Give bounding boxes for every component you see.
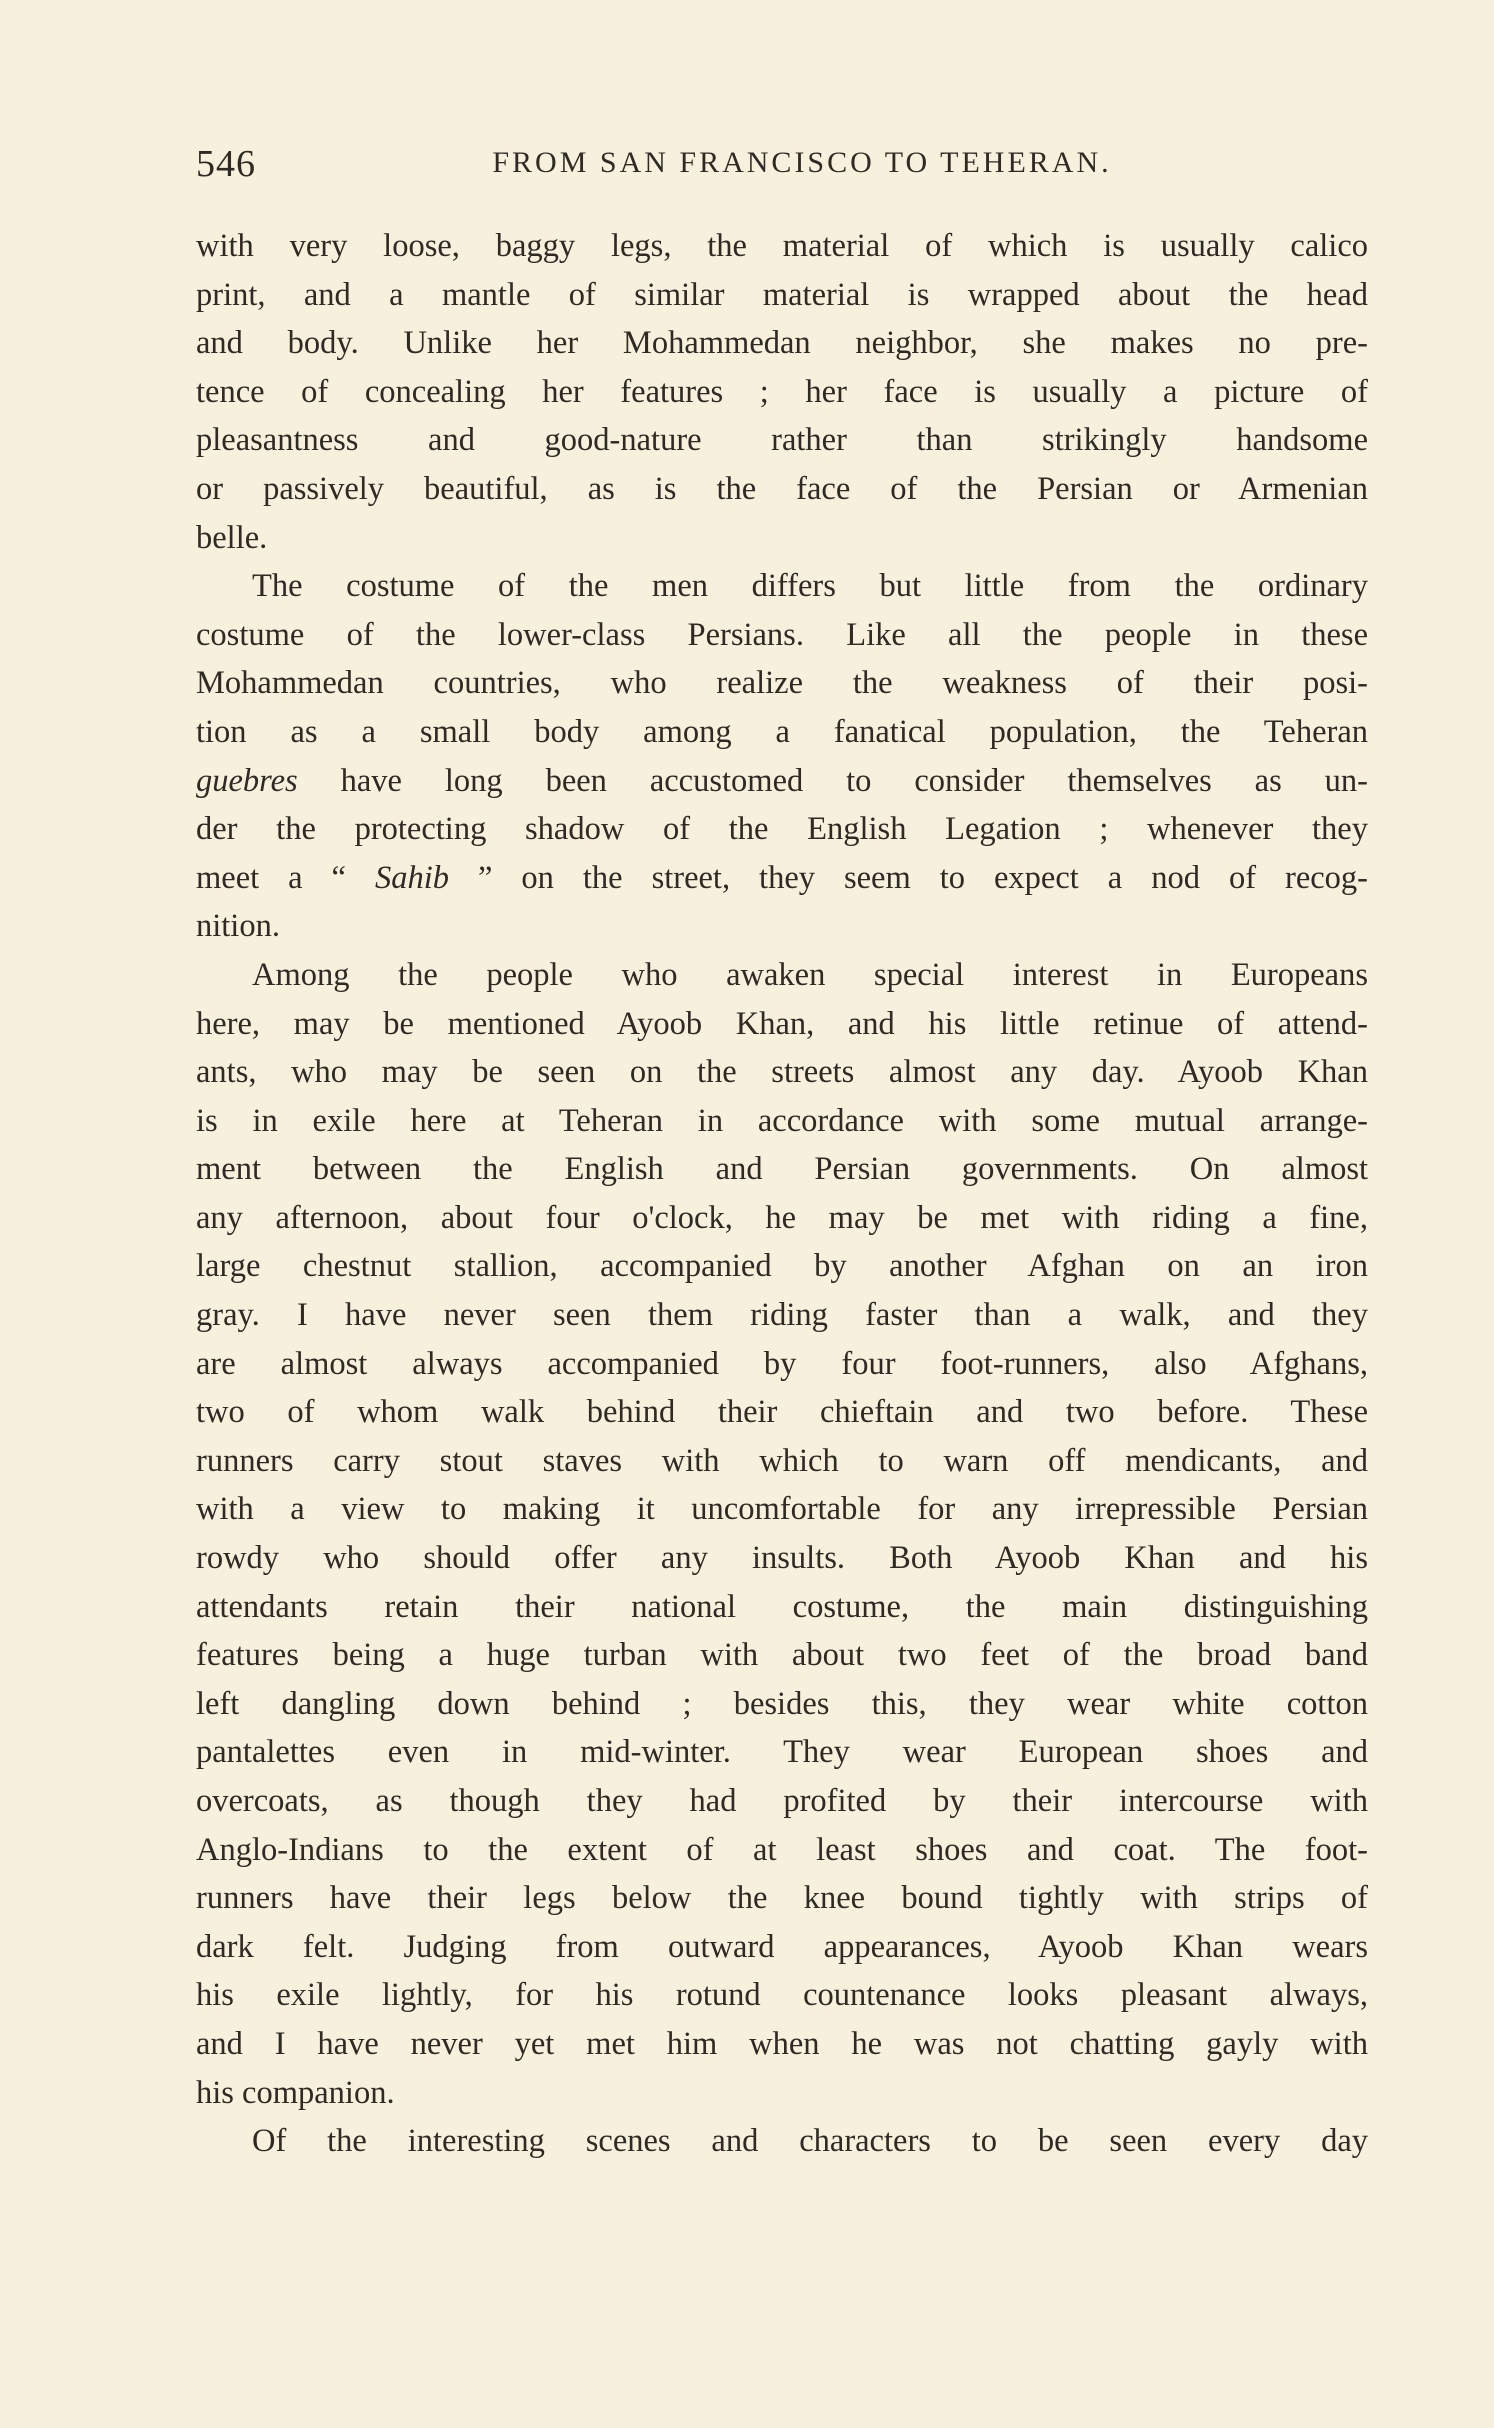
text-line: print, and a mantle of similar material is wrapped about the head: [196, 276, 1368, 313]
text-line: der the protecting shadow of the English Legation ; whenever they: [196, 811, 1368, 848]
line-remainder: ” on the street, they seem to expect a nod of recog-: [449, 859, 1368, 896]
text-line: tion as a small body among a fanatical population, the Teheran: [196, 713, 1368, 750]
text-line: costume of the lower-class Persians. Like all the people in these: [196, 616, 1368, 653]
text-line: rowdy who should offer any insults. Both Ayoob Khan and his: [196, 1540, 1368, 1577]
text-line: two of whom walk behind their chieftain and two before. These: [196, 1394, 1368, 1431]
text-line: tence of concealing her features ; her face is usually a picture of: [196, 373, 1368, 410]
text-line: his exile lightly, for his rotund countenance looks pleasant always,: [196, 1977, 1368, 2014]
text-line: pantalettes even in mid-winter. They wear European shoes and: [196, 1734, 1368, 1771]
text-line: runners carry stout staves with which to warn off mendicants, and: [196, 1442, 1368, 1479]
text-line: features being a huge turban with about two feet of the broad band: [196, 1637, 1368, 1674]
paragraph-first-line: Of the interesting scenes and characters to be seen every day: [252, 2123, 1368, 2160]
text-line: is in exile here at Teheran in accordance with some mutual arrange-: [196, 1102, 1368, 1139]
text-line-with-italic: [196, 854, 1368, 903]
text-line: runners have their legs below the knee bound tightly with strips of: [196, 1880, 1368, 1917]
text-line: Mohammedan countries, who realize the weakness of their posi-: [196, 665, 1368, 702]
text-line: Anglo-Indians to the extent of at least shoes and coat. The foot-: [196, 1831, 1368, 1868]
text-line: and body. Unlike her Mohammedan neighbor, she makes no pre-: [196, 325, 1368, 362]
text-line: with a view to making it uncomfortable for any irrepressible Persian: [196, 1491, 1368, 1528]
body-text: [196, 222, 1368, 2166]
text-line: or passively beautiful, as is the face of the Persian or Armenian: [196, 470, 1368, 507]
text-line: ants, who may be seen on the streets almost any day. Ayoob Khan: [196, 1054, 1368, 1091]
running-head: [196, 142, 1368, 190]
text-line: and I have never yet met him when he was not chatting gayly with: [196, 2025, 1368, 2062]
text-line: here, may be mentioned Ayoob Khan, and his little retinue of attend-: [196, 1005, 1368, 1042]
running-title: FROM SAN FRANCISCO TO TEHERAN.: [492, 146, 1112, 179]
text-line: any afternoon, about four o'clock, he may be met with riding a fine,: [196, 1199, 1368, 1236]
text-line: overcoats, as though they had profited by their intercourse with: [196, 1783, 1368, 1819]
text-line: with very loose, baggy legs, the material of which is usually calico: [196, 228, 1368, 264]
text-line: pleasantness and good-nature rather than strikingly handsome: [196, 422, 1368, 459]
italic-term-guebres: guebres: [196, 762, 298, 799]
text-line: are almost always accompanied by four foot-runners, also Afghans,: [196, 1345, 1368, 1382]
text-line: dark felt. Judging from outward appearances, Ayoob Khan wears: [196, 1928, 1368, 1965]
text-line: large chestnut stallion, accompanied by another Afghan on an iron: [196, 1248, 1368, 1285]
text-line: his companion.: [196, 2074, 395, 2111]
text-line: attendants retain their national costume, the main distinguishing: [196, 1588, 1368, 1625]
page-number: 546: [196, 143, 256, 185]
text-line: ment between the English and Persian governments. On almost: [196, 1151, 1368, 1188]
text-line: gray. I have never seen them riding faster than a walk, and they: [196, 1297, 1368, 1334]
paragraph-first-line: Among the people who awaken special interest in Europeans: [252, 956, 1368, 993]
text-line: belle.: [196, 519, 268, 556]
text-line: left dangling down behind ; besides this, they wear white cotton: [196, 1685, 1368, 1722]
italic-term-sahib: Sahib: [374, 859, 449, 896]
line-remainder: have long been accustomed to consider themselves as un-: [297, 762, 1368, 799]
line-start: meet a “: [196, 859, 375, 896]
text-line-with-italic: [196, 757, 1368, 806]
paragraph-first-line: The costume of the men differs but little from the ordinary: [252, 568, 1368, 605]
text-line: nition.: [196, 908, 280, 945]
